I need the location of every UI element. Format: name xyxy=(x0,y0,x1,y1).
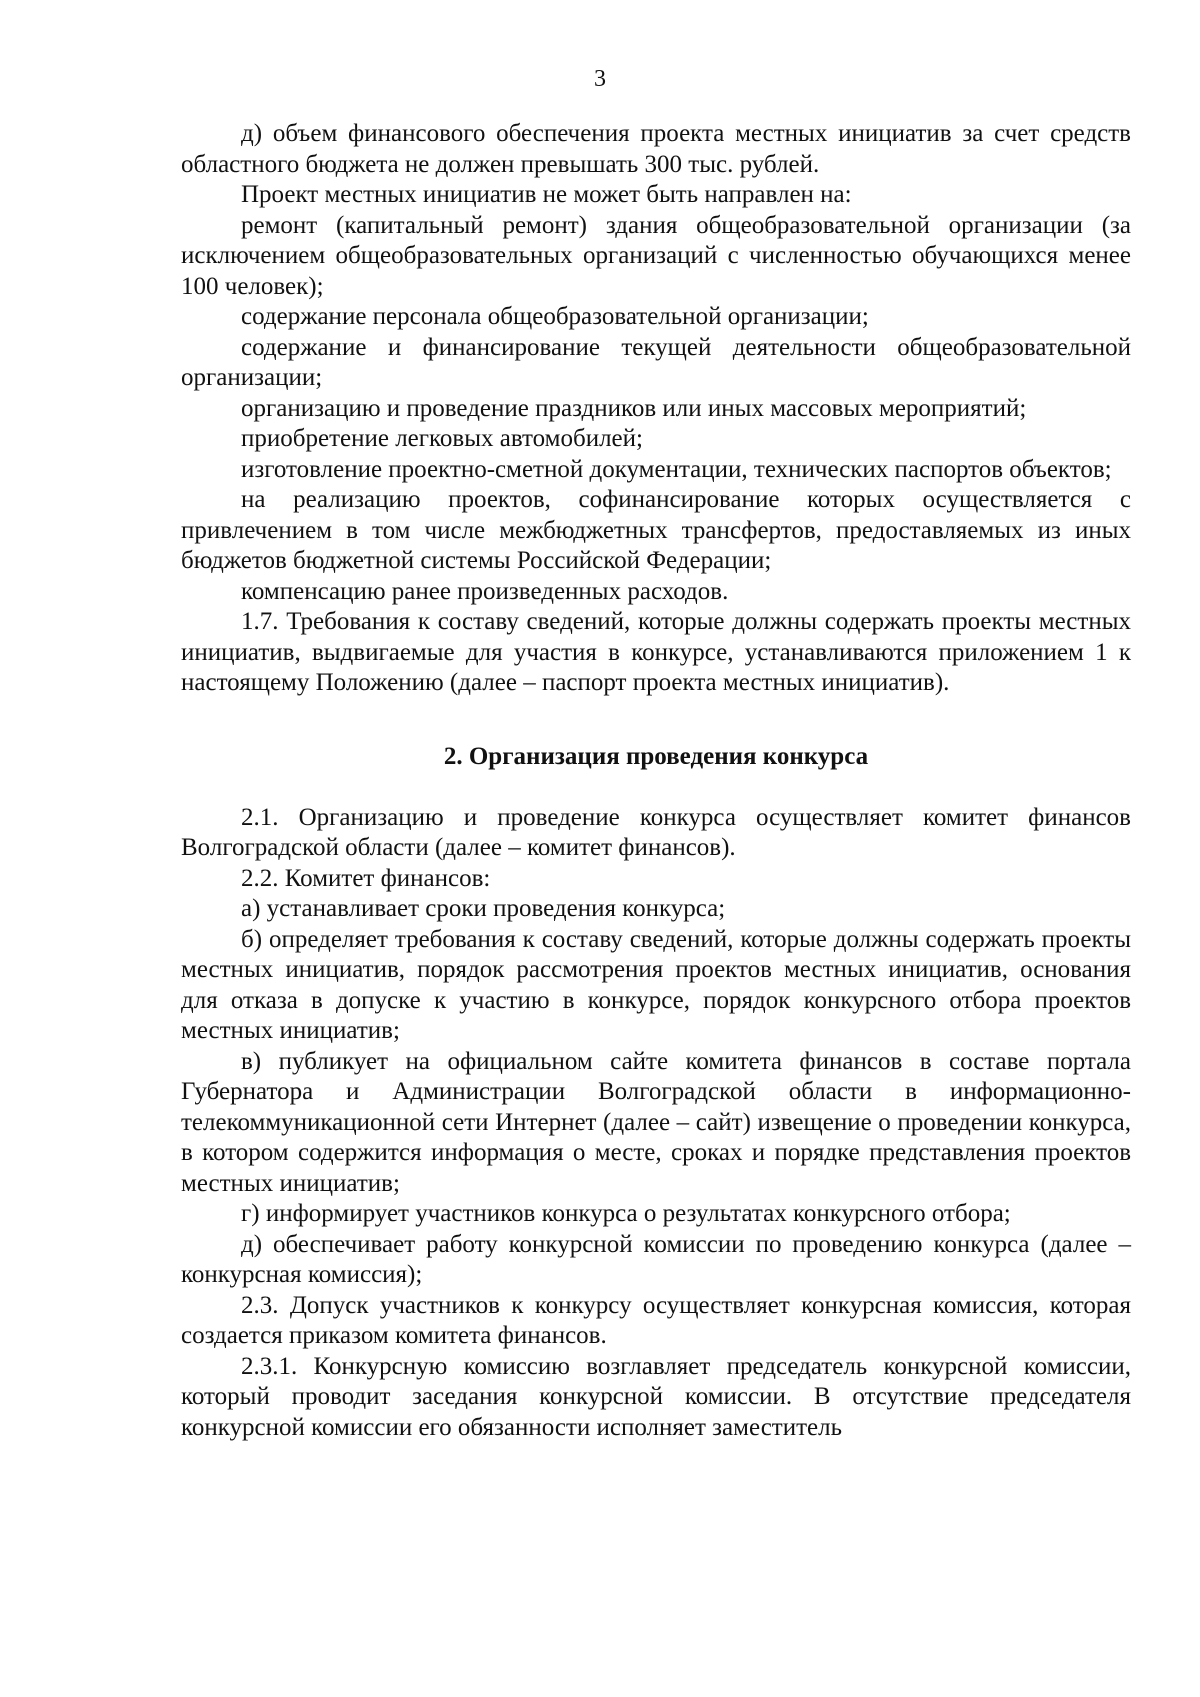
paragraph-restriction-documentation: изготовление проектно-сметной документации, технических паспортов объектов; xyxy=(241,455,1112,483)
paragraph-2-2-v: в) публикует на официальном сайте комитета финансов в составе портала Губернатора и Администрации Волгоградской области в информационно-телекоммуникационной сети Интернет (далее – сайт) извещение о проведении конкурса, в котором содержится информация о месте, сроках и порядке представления проектов местных инициатив; xyxy=(181,1047,1131,1197)
paragraph-restriction-compensation: компенсацию ранее произведенных расходов. xyxy=(241,577,729,605)
paragraph-restriction-staff: содержание персонала общеобразовательной организации; xyxy=(241,303,869,330)
paragraph-restriction-cofinancing: на реализацию проектов, софинансирование которых осуществляется с привлечением в том числе межбюджетных трансфертов, предоставляемых из иных бюджетов бюджетной системы Российской Федерации; xyxy=(181,486,1131,574)
paragraph-2-2: 2.2. Комитет финансов: xyxy=(241,864,491,892)
paragraph-restrictions-intro: Проект местных инициатив не может быть направлен на: xyxy=(241,181,852,208)
page-number: 3 xyxy=(594,66,606,92)
paragraph-2-2-g: г) информирует участников конкурса о результатах конкурсного отбора; xyxy=(241,1200,1011,1227)
paragraph-2-2-a: а) устанавливает сроки проведения конкурса; xyxy=(241,895,726,922)
paragraph-2-2-d: д) обеспечивает работу конкурсной комиссии по проведению конкурса (далее – конкурсная комиссия); xyxy=(181,1230,1131,1288)
document-body xyxy=(181,119,1131,1443)
paragraph-restriction-financing: содержание и финансирование текущей деятельности общеобразовательной организации; xyxy=(181,333,1131,391)
paragraph-2-2-b: б) определяет требования к составу сведений, которые должны содержать проекты местных инициатив, порядок рассмотрения проектов местных инициатив, основания для отказа в допуске к участию в конкурсе, порядок конкурсного отбора проектов местных инициатив; xyxy=(181,925,1131,1044)
section-2-heading: 2. Организация проведения конкурса xyxy=(443,742,869,770)
paragraph-restriction-repair: ремонт (капитальный ремонт) здания общеобразовательной организации (за исключением общеобразовательных организаций с численностью обучающихся менее 100 человек); xyxy=(181,211,1131,300)
paragraph-1-7: 1.7. Требования к составу сведений, которые должны содержать проекты местных инициатив, выдвигаемые для участия в конкурсе, устанавливаются приложением 1 к настоящему Положению (далее – паспорт проекта местных инициатив). xyxy=(181,608,1131,696)
paragraph-1-d: д) объем финансового обеспечения проекта местных инициатив за счет средств областного бюджета не должен превышать 300 тыс. рублей. xyxy=(181,120,1131,178)
paragraph-2-3-1: 2.3.1. Конкурсную комиссию возглавляет председатель конкурсной комиссии, который проводит заседания конкурсной комиссии. В отсутствие председателя конкурсной комиссии его обязанности исполняет заместитель xyxy=(181,1352,1131,1441)
paragraph-restriction-cars: приобретение легковых автомобилей; xyxy=(241,425,643,452)
paragraph-2-1: 2.1. Организацию и проведение конкурса осуществляет комитет финансов Волгоградской области (далее – комитет финансов). xyxy=(181,803,1131,861)
paragraph-restriction-events: организацию и проведение праздников или иных массовых мероприятий; xyxy=(241,394,1027,422)
paragraph-2-3: 2.3. Допуск участников к конкурсу осуществляет конкурсная комиссия, которая создается приказом комитета финансов. xyxy=(181,1291,1131,1349)
